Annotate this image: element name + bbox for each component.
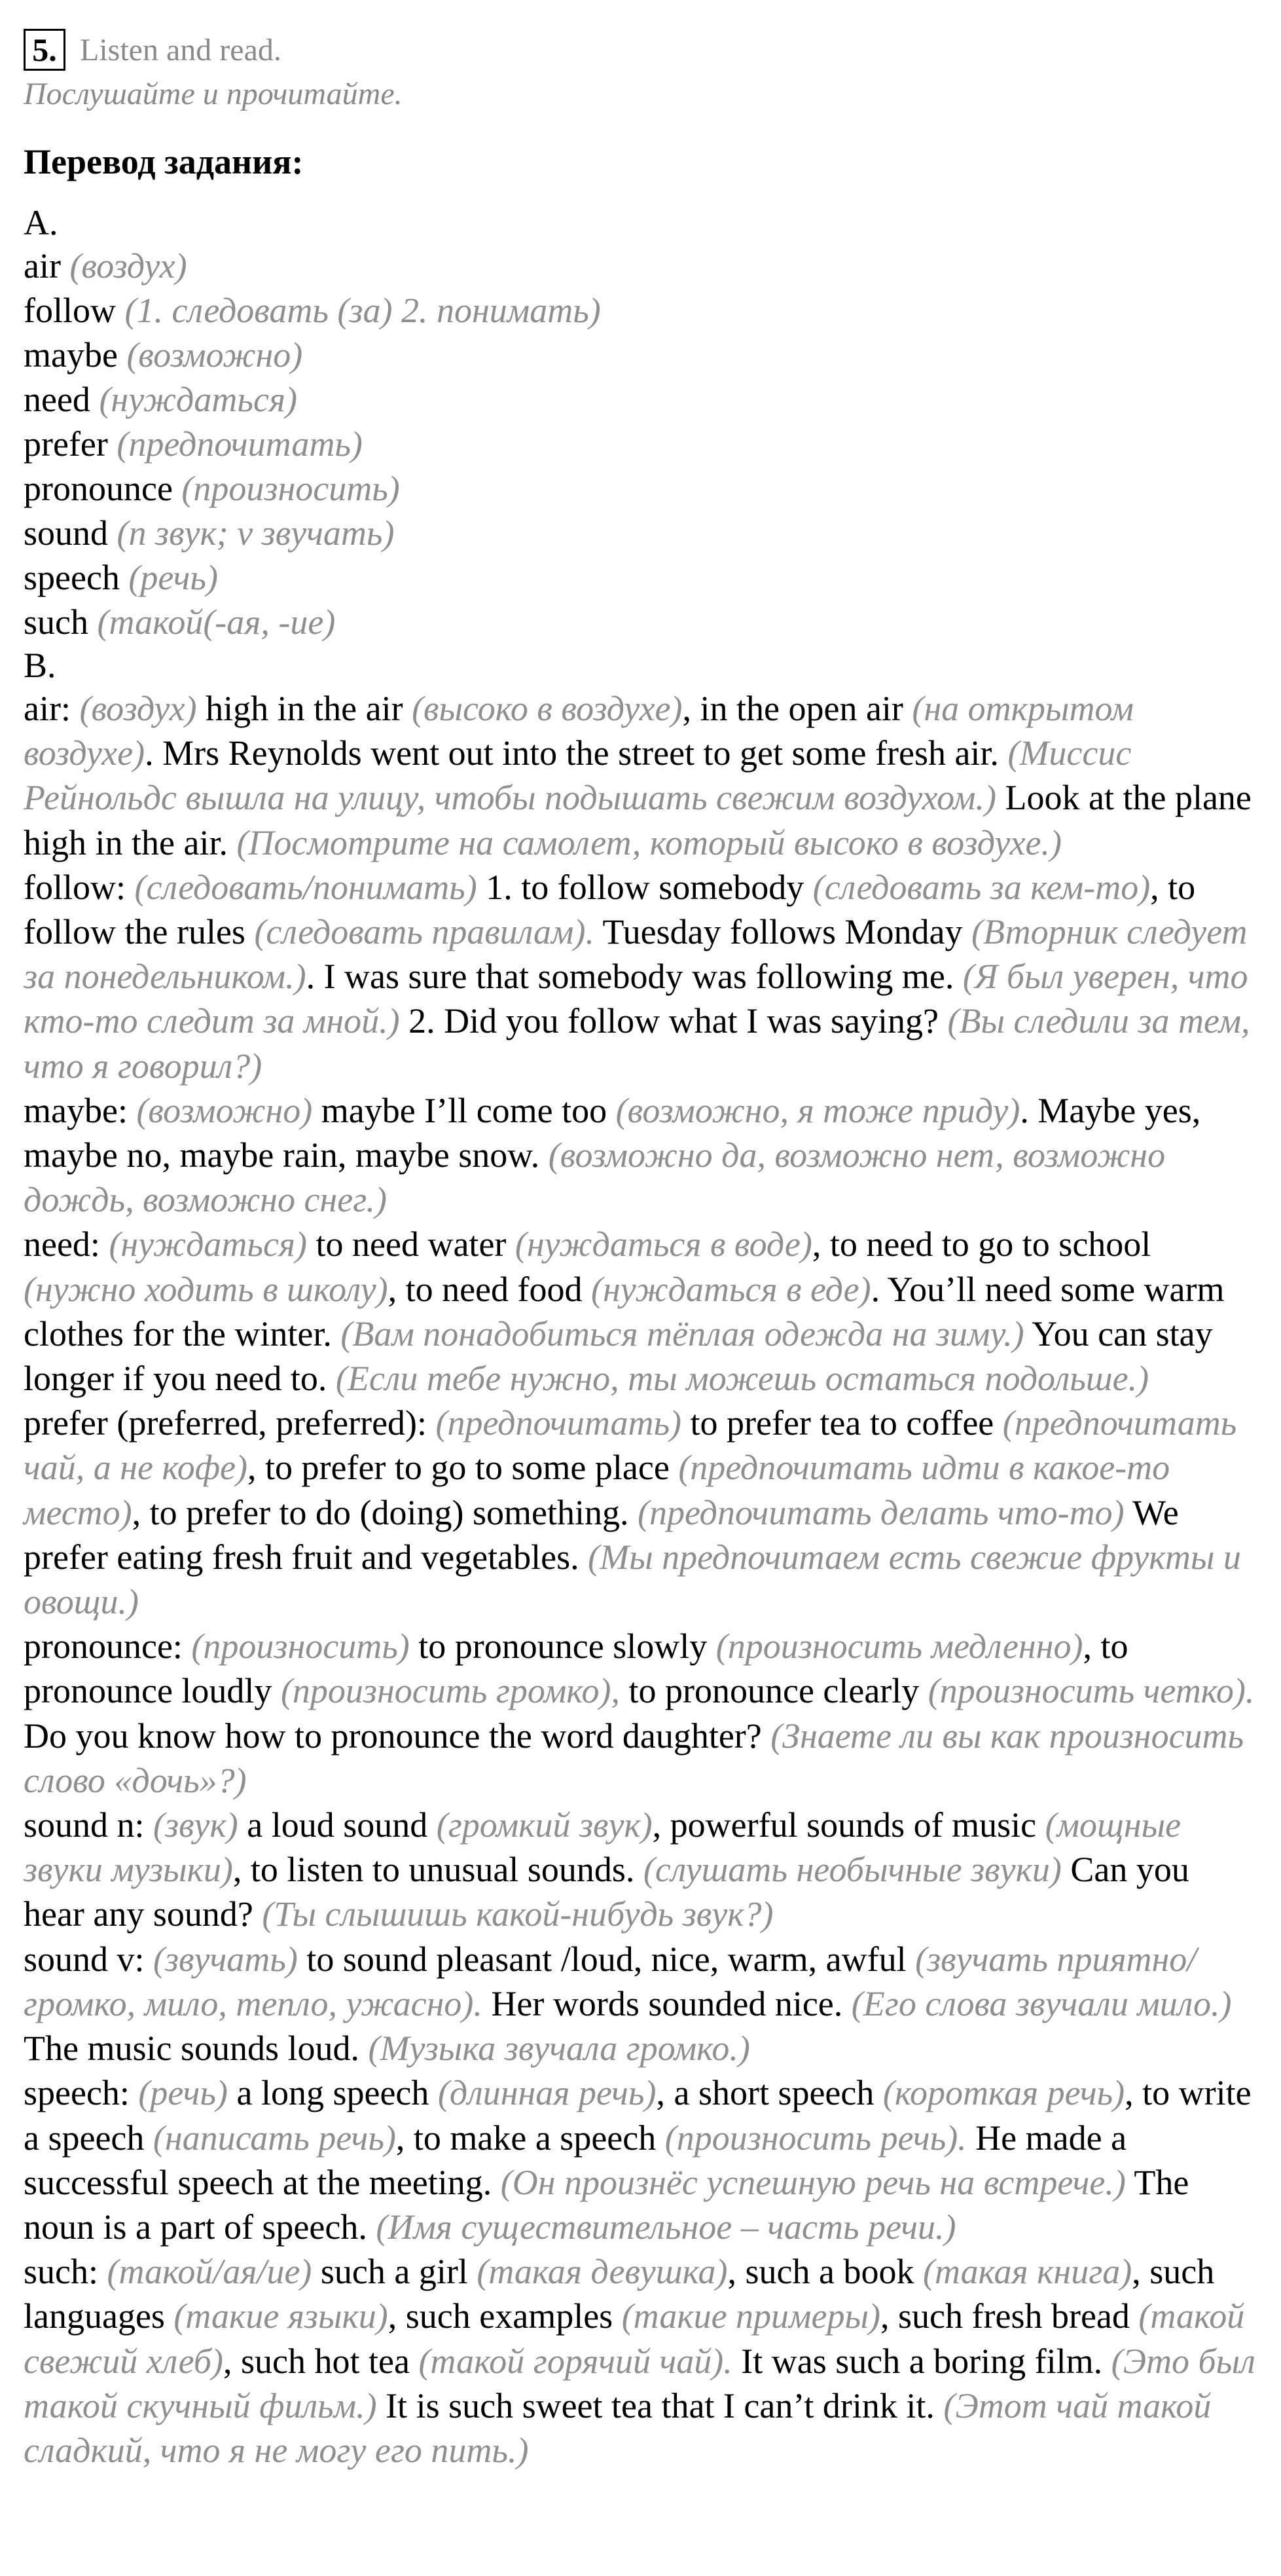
english-text: , to need food	[388, 1269, 591, 1309]
english-text: maybe I’ll come too	[312, 1090, 616, 1130]
russian-translation: (Вам понадобиться тёплая одежда на зиму.)	[340, 1314, 1024, 1353]
vocab-word: need	[24, 380, 90, 419]
russian-translation: (звучать приятно/ громко, мило, тепло, ужасно).	[24, 1939, 1197, 2023]
english-text: high in the air	[196, 689, 412, 728]
vocab-item	[24, 600, 1258, 644]
english-text: , such examples	[388, 2296, 622, 2336]
russian-translation: (предпочитать чай, а не кофе)	[24, 1403, 1237, 1488]
vocab-translation: (нуждаться)	[99, 380, 298, 419]
russian-translation: (такие языки)	[173, 2296, 388, 2336]
vocab-word: prefer	[24, 424, 108, 464]
english-text: air:	[24, 689, 80, 728]
task-instruction-english: Listen and read.	[80, 32, 281, 67]
russian-translation: (такой свежий хлеб)	[24, 2296, 1245, 2381]
russian-translation: (такой горячий чай).	[418, 2341, 732, 2381]
definition-entry	[24, 1803, 1258, 1937]
russian-translation: (следовать/понимать)	[134, 867, 477, 907]
russian-translation: (такой/ая/ие)	[107, 2252, 312, 2292]
english-text: . You’ll need some warm clothes for the winter.	[24, 1269, 1225, 1353]
vocab-item	[24, 288, 1258, 333]
russian-translation: (Ты слышишь какой-нибудь звук?)	[262, 1894, 774, 1934]
english-text: We prefer eating fresh fruit and vegetables.	[24, 1492, 1179, 1577]
russian-translation: (следовать за кем-то)	[812, 867, 1151, 907]
english-text: maybe:	[24, 1090, 137, 1130]
vocab-item	[24, 466, 1258, 511]
definition-entry	[24, 2249, 1258, 2473]
english-text: , such fresh bread	[880, 2296, 1139, 2336]
russian-translation: (нужно ходить в школу)	[24, 1269, 388, 1309]
russian-translation: (Миссис Рейнольдс вышла на улицу, чтобы подышать свежим воздухом.)	[24, 733, 1132, 818]
english-text: , such hot tea	[223, 2341, 419, 2381]
russian-translation: (на открытом воздухе)	[24, 689, 1134, 773]
english-text: The music sounds loud.	[24, 2029, 369, 2069]
english-text: a loud sound	[238, 1805, 437, 1845]
english-text: to sound pleasant /loud, nice, warm, awful	[297, 1939, 916, 1979]
russian-translation: (Мы предпочитаем есть свежие фрукты и овощи.)	[24, 1537, 1241, 1622]
english-text: It is such sweet tea that I can’t drink it.	[376, 2385, 944, 2425]
english-text: , to make a speech	[395, 2118, 665, 2158]
russian-translation: (возможно)	[136, 1090, 313, 1130]
english-text: . Maybe yes, maybe no, maybe rain, maybe snow.	[24, 1090, 1201, 1175]
english-text: , to prefer to do (doing) something.	[132, 1492, 638, 1532]
english-text: Look at the plane high in the air.	[24, 778, 1252, 862]
russian-translation: (предпочитать)	[435, 1403, 682, 1443]
russian-translation: (Вторник следует за понедельником.)	[24, 912, 1248, 997]
english-text: , in the open air	[682, 689, 912, 728]
vocab-translation: (предпочитать)	[117, 424, 363, 464]
english-text: It was such a boring film.	[732, 2341, 1111, 2381]
russian-translation: (Если тебе нужно, ты можешь остаться подольше.)	[335, 1359, 1149, 1399]
russian-translation: (возможно да, возможно нет, возможно дождь, возможно снег.)	[24, 1135, 1166, 1220]
russian-translation: (нуждаться)	[109, 1224, 308, 1264]
english-text: Tuesday follows Monday	[594, 912, 971, 952]
russian-translation: (мощные звуки музыки)	[24, 1805, 1182, 1890]
english-text: , powerful sounds of music	[652, 1805, 1045, 1845]
english-text: prefer (preferred, preferred):	[24, 1403, 436, 1443]
vocab-item	[24, 377, 1258, 422]
english-text: . I was sure that somebody was following me.	[306, 957, 963, 997]
english-text: 2. Did you follow what I was saying?	[399, 1001, 948, 1041]
english-text: , to listen to unusual sounds.	[232, 1850, 643, 1890]
section-title: Перевод задания:	[24, 142, 304, 181]
vocab-translation: (произносить)	[181, 469, 400, 508]
definition-entry	[24, 865, 1258, 1088]
russian-translation: (воздух)	[79, 689, 197, 728]
vocab-word: maybe	[24, 335, 118, 375]
russian-translation: (Музыка звучала громко.)	[368, 2029, 750, 2069]
vocab-word: air	[24, 246, 61, 285]
english-text: He made a successful speech at the meeting.	[24, 2118, 1127, 2202]
english-text: Do you know how to pronounce the word daughter?	[24, 1716, 771, 1756]
english-text: sound n:	[24, 1805, 154, 1845]
english-text: , to follow the rules	[24, 867, 1196, 952]
english-text: , to prefer to go to some place	[247, 1448, 679, 1488]
english-text: to prefer tea to coffee	[681, 1403, 1003, 1443]
vocab-translation: (n звук; v звучать)	[117, 513, 395, 553]
russian-translation: (произносить речь).	[664, 2118, 967, 2158]
russian-translation: (громкий звук)	[436, 1805, 653, 1845]
russian-translation: (звук)	[153, 1805, 238, 1845]
russian-translation: (написать речь)	[153, 2118, 396, 2158]
russian-translation: (предпочитать делать что-то)	[638, 1492, 1125, 1532]
vocab-item	[24, 511, 1258, 555]
task-number-box: 5.	[24, 29, 65, 71]
russian-translation: (слушать необычные звуки)	[643, 1850, 1062, 1890]
english-text: You can stay longer if you need to.	[24, 1314, 1213, 1399]
vocabulary-list	[24, 244, 1258, 644]
task-instruction-russian: Послушайте и прочитайте.	[24, 77, 403, 111]
vocab-word: speech	[24, 558, 120, 597]
definition-entry	[24, 2070, 1258, 2249]
vocab-translation: (1. следовать (за) 2. понимать)	[124, 291, 601, 330]
english-text: , such a book	[727, 2252, 923, 2292]
vocab-word: sound	[24, 513, 109, 553]
russian-translation: (звучать)	[153, 1939, 298, 1979]
vocab-word: such	[24, 602, 88, 642]
russian-translation: (произносить четко).	[928, 1671, 1255, 1711]
definition-entries	[24, 686, 1258, 2473]
russian-translation: (такая девушка)	[477, 2252, 728, 2292]
vocab-translation: (воздух)	[69, 246, 187, 285]
russian-translation: (длинная речь)	[437, 2073, 657, 2113]
russian-translation: (Имя существительное – часть речи.)	[376, 2207, 956, 2247]
russian-translation: (нуждаться в еде)	[590, 1269, 871, 1309]
definition-entry	[24, 686, 1258, 865]
english-text: a long speech	[227, 2073, 438, 2113]
vocab-word: pronounce	[24, 469, 173, 508]
russian-translation: (произносить громко),	[280, 1671, 620, 1711]
english-text: to need water	[307, 1224, 515, 1264]
russian-translation: (Он произнёс успешную речь на встрече.)	[500, 2162, 1126, 2202]
english-text: sound v:	[24, 1939, 154, 1979]
russian-translation: (Это был такой скучный фильм.)	[24, 2341, 1255, 2425]
english-text: to pronounce slowly	[409, 1627, 716, 1666]
vocab-item	[24, 333, 1258, 377]
russian-translation: (возможно, я тоже приду)	[615, 1090, 1020, 1130]
definition-entry	[24, 1088, 1258, 1223]
russian-translation: (Посмотрите на самолет, который высоко в воздухе.)	[236, 822, 1062, 862]
russian-translation: (нуждаться в воде)	[514, 1224, 812, 1264]
english-text: speech:	[24, 2073, 139, 2113]
english-text: 1. to follow somebody	[477, 867, 813, 907]
vocab-translation: (такой(-ая, -ие)	[97, 602, 336, 642]
definition-entry	[24, 1401, 1258, 1624]
english-text: follow:	[24, 867, 135, 907]
russian-translation: (следовать правилам).	[254, 912, 594, 952]
vocab-translation: (возможно)	[126, 335, 303, 375]
russian-translation: (речь)	[138, 2073, 228, 2113]
english-text: such:	[24, 2252, 107, 2292]
definition-entry	[24, 1937, 1258, 2071]
vocab-translation: (речь)	[128, 558, 218, 597]
russian-translation: (предпочитать идти в какое-то место)	[24, 1448, 1170, 1532]
russian-translation: (Этот чай такой сладкий, что я не могу его пить.)	[24, 2385, 1212, 2470]
part-b-letter: B.	[24, 646, 56, 685]
russian-translation: (короткая речь)	[882, 2073, 1125, 2113]
russian-translation: (Вы следили за тем, что я говорил?)	[24, 1001, 1250, 1086]
english-text: The noun is a part of speech.	[24, 2162, 1189, 2247]
russian-translation: (высоко в воздухе)	[412, 689, 683, 728]
vocab-item	[24, 244, 1258, 288]
english-text: . Mrs Reynolds went out into the street to get some fresh air.	[145, 733, 1008, 773]
english-text: , a short speech	[656, 2073, 883, 2113]
russian-translation: (такие примеры)	[621, 2296, 881, 2336]
russian-translation: (произносить)	[191, 1627, 410, 1666]
english-text: to pronounce clearly	[619, 1671, 928, 1711]
english-text: , such languages	[24, 2252, 1215, 2336]
english-text: , to write a speech	[24, 2073, 1252, 2158]
russian-translation: (произносить медленно)	[715, 1627, 1083, 1666]
part-a-letter: A.	[24, 203, 58, 242]
english-text: pronounce:	[24, 1627, 192, 1666]
vocab-item	[24, 422, 1258, 466]
english-text: need:	[24, 1224, 109, 1264]
vocab-item	[24, 555, 1258, 600]
vocab-word: follow	[24, 291, 116, 330]
russian-translation: (Его слова звучали мило.)	[851, 1983, 1232, 2023]
definition-entry	[24, 1624, 1258, 1803]
english-text: , to need to go to school	[812, 1224, 1151, 1264]
russian-translation: (такая книга)	[922, 2252, 1132, 2292]
russian-translation: (Знаете ли вы как произносить слово «дочь»?)	[24, 1716, 1244, 1800]
english-text: such a girl	[312, 2252, 477, 2292]
definition-entry	[24, 1222, 1258, 1401]
russian-translation: (Я был уверен, что кто-то следит за мной.)	[24, 957, 1248, 1041]
english-text: , to pronounce loudly	[24, 1627, 1128, 1711]
task-header	[24, 26, 1258, 73]
english-text: Her words sounded nice.	[482, 1983, 852, 2023]
exercise-page	[24, 26, 1258, 2473]
english-text: Can you hear any sound?	[24, 1850, 1189, 1934]
